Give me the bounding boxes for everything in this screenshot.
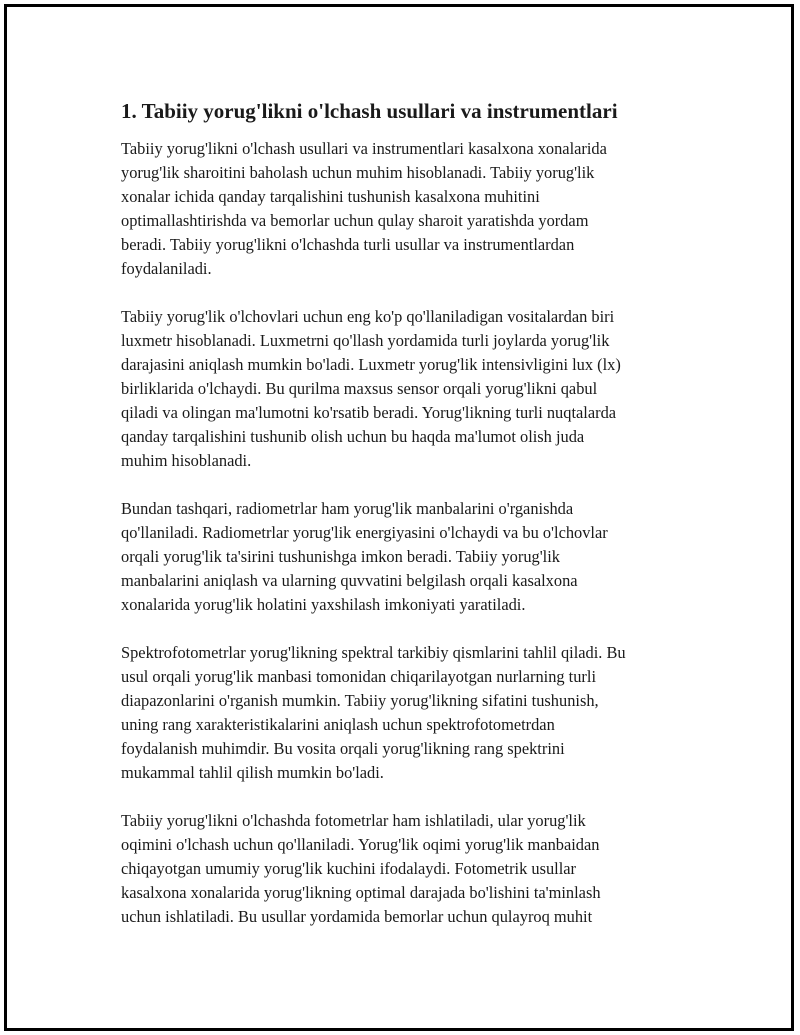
section-heading: 1. Tabiiy yorug'likni o'lchash usullari va instrumentlari [121,99,618,123]
text-line: Tabiiy yorug'lik o'lchovlari uchun eng ko'p qo'llaniladigan vositalardan biri [121,307,615,326]
text-line: usul orqali yorug'lik manbasi tomonidan chiqarilayotgan nurlarning turli [121,667,597,686]
text-line: qanday tarqalishini tushunib olish uchun bu haqda ma'lumot olish juda [121,427,585,446]
paragraph-5 [121,809,693,929]
text-line: Tabiiy yorug'likni o'lchashda fotometrlar ham ishlatiladi, ular yorug'lik [121,811,586,830]
paragraph-4 [121,641,693,785]
text-line: Tabiiy yorug'likni o'lchash usullari va instrumentlari kasalxona xonalarida [121,139,607,158]
text-line: oqimini o'lchash uchun qo'llaniladi. Yorug'lik oqimi yorug'lik manbaidan [121,835,600,854]
text-line: birliklarida o'lchaydi. Bu qurilma maxsus sensor orqali yorug'likni qabul [121,379,598,398]
text-line: mukammal tahlil qilish mumkin bo'ladi. [121,763,384,782]
text-line: diapazonlarini o'rganish mumkin. Tabiiy yorug'likning sifatini tushunish, [121,691,599,710]
text-line: foydalanish muhimdir. Bu vosita orqali yorug'likning rang spektrini [121,739,565,758]
paragraph-3 [121,497,693,617]
document-page [4,4,794,1031]
paragraph-1 [121,137,693,281]
text-line: Bundan tashqari, radiometrlar ham yorug'lik manbalarini o'rganishda [121,499,574,518]
text-line: uning rang xarakteristikalarini aniqlash uchun spektrofotometrdan [121,715,555,734]
text-line: uchun ishlatiladi. Bu usullar yordamida bemorlar uchun qulayroq muhit [121,907,593,926]
text-line: xonalarida yorug'lik holatini yaxshilash imkoniyati yaratiladi. [121,595,526,614]
text-line: chiqayotgan umumiy yorug'lik kuchini ifodalaydi. Fotometrik usullar [121,859,576,878]
text-line: qiladi va olingan ma'lumotni ko'rsatib beradi. Yorug'likning turli nuqtalarda [121,403,617,422]
text-line: beradi. Tabiiy yorug'likni o'lchashda turli usullar va instrumentlardan [121,235,575,254]
text-line: kasalxona xonalarida yorug'likning optimal darajada bo'lishini ta'minlash [121,883,601,902]
text-line: foydalaniladi. [121,259,212,278]
text-line: optimallashtirishda va bemorlar uchun qulay sharoit yaratishda yordam [121,211,589,230]
document-content [121,97,693,953]
text-line: yorug'lik sharoitini baholash uchun muhim hisoblanadi. Tabiiy yorug'lik [121,163,595,182]
text-line: manbalarini aniqlash va ularning quvvatini belgilash orqali kasalxona [121,571,578,590]
text-line: xonalar ichida qanday tarqalishini tushunish kasalxona muhitini [121,187,540,206]
text-line: muhim hisoblanadi. [121,451,252,470]
text-line: Spektrofotometrlar yorug'likning spektral tarkibiy qismlarini tahlil qiladi. Bu [121,643,626,662]
text-line: orqali yorug'lik ta'sirini tushunishga imkon beradi. Tabiiy yorug'lik [121,547,560,566]
text-line: luxmetr hisoblanadi. Luxmetrni qo'llash yordamida turli joylarda yorug'lik [121,331,610,350]
paragraph-2 [121,305,693,473]
text-line: qo'llaniladi. Radiometrlar yorug'lik energiyasini o'lchaydi va bu o'lchovlar [121,523,608,542]
text-line: darajasini aniqlash mumkin bo'ladi. Luxmetr yorug'lik intensivligini lux (lx) [121,355,621,374]
